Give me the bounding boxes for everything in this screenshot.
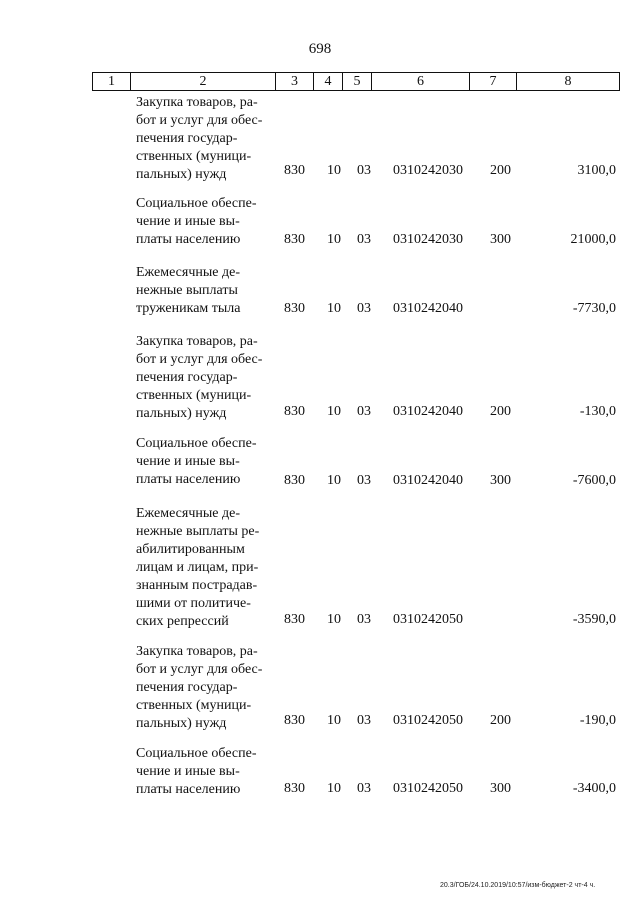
cell-col4: 10 [327,163,341,178]
header-col-7: 7 [470,73,517,90]
cell-col4: 10 [327,404,341,419]
row-description: Закупка товаров, ра- бот и услуг для обес- печения государ- ственных (муници- пальных) нужд [136,95,263,182]
cell-col7: 300 [490,781,511,796]
cell-col8: 21000,0 [570,232,616,247]
cell-col6: 0310242040 [393,301,463,316]
row-description: Социальное обеспе- чение и иные вы- платы населению [136,196,257,247]
cell-col6: 0310242030 [393,163,463,178]
cell-col8: 3100,0 [577,163,616,178]
header-col-2: 2 [131,73,276,90]
cell-col4: 10 [327,232,341,247]
cell-col4: 10 [327,473,341,488]
cell-col3: 830 [284,404,305,419]
row-description: Закупка товаров, ра- бот и услуг для обес- печения государ- ственных (муници- пальных) нужд [136,644,263,731]
cell-col8: -7730,0 [572,301,616,316]
header-col-3: 3 [276,73,314,90]
cell-col6: 0310242050 [393,781,463,796]
cell-col3: 830 [284,232,305,247]
header-col-5: 5 [343,73,372,90]
cell-col7: 200 [490,713,511,728]
cell-col4: 10 [327,781,341,796]
cell-col3: 830 [284,781,305,796]
cell-col6: 0310242040 [393,473,463,488]
cell-col3: 830 [284,473,305,488]
cell-col7: 300 [490,232,511,247]
cell-col8: -3400,0 [572,781,616,796]
header-col-6: 6 [372,73,470,90]
header-col-1: 1 [93,73,131,90]
row-description: Ежемесячные де- нежные выплаты труженикам тыла [136,265,241,316]
cell-col6: 0310242030 [393,232,463,247]
cell-col7: 200 [490,404,511,419]
table-header [92,72,620,91]
cell-col3: 830 [284,301,305,316]
cell-col3: 830 [284,713,305,728]
cell-col7: 300 [490,473,511,488]
cell-col5: 03 [357,612,371,627]
cell-col5: 03 [357,713,371,728]
cell-col5: 03 [357,473,371,488]
cell-col6: 0310242040 [393,404,463,419]
page-number: 698 [308,41,332,57]
cell-col4: 10 [327,612,341,627]
cell-col4: 10 [327,301,341,316]
footer-stamp: 20.3/ГОБ/24.10.2019/10:57/изм-бюджет-2 чт-4 ч. [440,882,596,889]
cell-col6: 0310242050 [393,713,463,728]
cell-col8: -3590,0 [572,612,616,627]
cell-col3: 830 [284,163,305,178]
cell-col5: 03 [357,781,371,796]
cell-col8: -130,0 [579,404,616,419]
cell-col8: -7600,0 [572,473,616,488]
cell-col5: 03 [357,404,371,419]
row-description: Социальное обеспе- чение и иные вы- платы населению [136,436,257,487]
cell-col7: 200 [490,163,511,178]
cell-col8: -190,0 [579,713,616,728]
cell-col4: 10 [327,713,341,728]
header-col-8: 8 [564,74,572,89]
cell-col5: 03 [357,163,371,178]
cell-col5: 03 [357,301,371,316]
row-description: Социальное обеспе- чение и иные вы- платы населению [136,746,257,797]
row-description: Закупка товаров, ра- бот и услуг для обес- печения государ- ственных (муници- пальных) нужд [136,334,263,421]
row-description: Ежемесячные де- нежные выплаты ре- абилитированным лицам и лицам, при- знанным пострадав- шими от политиче- ских репрессий [136,506,260,629]
cell-col3: 830 [284,612,305,627]
header-col-4: 4 [314,73,343,90]
cell-col6: 0310242050 [393,612,463,627]
cell-col5: 03 [357,232,371,247]
